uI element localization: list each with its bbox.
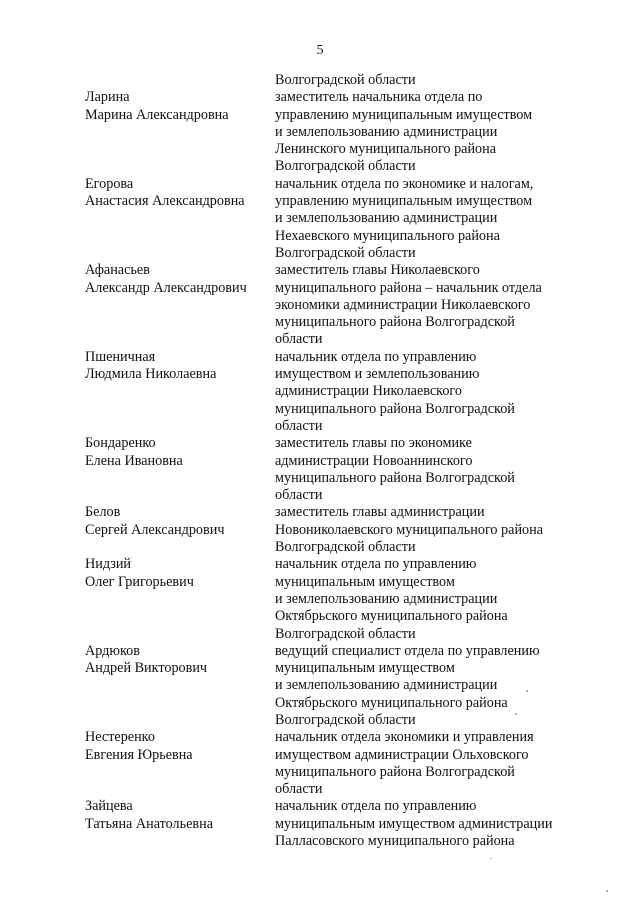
- position-line: области: [275, 781, 323, 798]
- member-surname: Бондаренко: [85, 435, 156, 452]
- entries-container: [85, 89, 585, 850]
- position-line: имуществом администрации Ольховского: [275, 746, 529, 763]
- position-line: Волгоградской области: [275, 244, 416, 261]
- position-line: Новониколаевского муниципального района: [275, 521, 544, 538]
- position-line: Волгоградской области: [275, 539, 416, 556]
- position-line: заместитель начальника отдела по: [275, 89, 483, 106]
- scan-speck: [490, 858, 492, 859]
- position-line: и землепользованию администрации: [275, 677, 498, 694]
- member-name: [85, 504, 275, 539]
- position-line: Волгоградской области: [275, 625, 416, 642]
- member-entry: [85, 176, 585, 262]
- carry-over-role-line: Волгоградской области: [275, 72, 416, 88]
- scan-speck: [606, 890, 608, 892]
- position-line: муниципального района Волгоградской: [275, 314, 515, 331]
- position-line: муниципального района Волгоградской: [275, 469, 515, 486]
- member-surname: Нидзий: [85, 556, 132, 573]
- member-name: [85, 349, 275, 384]
- member-given-names: Евгения Юрьевна: [85, 746, 193, 763]
- position-line: Октябрьского муниципального района: [275, 608, 508, 625]
- member-position: [275, 729, 585, 798]
- position-line: начальник отдела по управлению: [275, 556, 477, 573]
- member-given-names: Анастасия Александровна: [85, 193, 245, 210]
- member-given-names: Елена Ивановна: [85, 452, 183, 469]
- position-line: Волгоградской области: [275, 158, 416, 175]
- member-name: [85, 798, 275, 833]
- member-surname: Егорова: [85, 175, 134, 192]
- member-given-names: Олег Григорьевич: [85, 573, 194, 590]
- member-given-names: Татьяна Анатольевна: [85, 815, 213, 832]
- position-line: заместитель главы администрации: [275, 504, 485, 521]
- position-line: экономики администрации Николаевского: [275, 296, 531, 313]
- position-line: муниципальным имуществом: [275, 660, 455, 677]
- position-line: муниципальным имуществом: [275, 573, 455, 590]
- position-line: Нехаевского муниципального района: [275, 227, 500, 244]
- member-entry: [85, 729, 585, 798]
- position-line: Волгоградской области: [275, 711, 416, 728]
- member-position: [275, 435, 585, 504]
- position-line: управлению муниципальным имуществом: [275, 106, 533, 123]
- member-position: [275, 504, 585, 556]
- member-surname: Афанасьев: [85, 262, 150, 279]
- position-line: муниципального района Волгоградской: [275, 763, 515, 780]
- position-line: заместитель главы Николаевского: [275, 262, 480, 279]
- member-entry: [85, 262, 585, 348]
- position-line: администрации Новоаннинского: [275, 452, 473, 469]
- position-line: начальник отдела по управлению: [275, 348, 477, 365]
- member-position: [275, 798, 585, 850]
- position-line: муниципального района Волгоградской: [275, 400, 515, 417]
- position-line: заместитель главы по экономике: [275, 435, 472, 452]
- carry-over-role: [275, 72, 585, 89]
- member-surname: Нестеренко: [85, 729, 155, 746]
- member-name: [85, 643, 275, 678]
- member-name: [85, 262, 275, 297]
- member-name: [85, 176, 275, 211]
- position-line: имуществом и землепользованию: [275, 366, 480, 383]
- position-line: администрации Николаевского: [275, 383, 462, 400]
- member-surname: Ардюков: [85, 642, 140, 659]
- position-line: области: [275, 417, 323, 434]
- position-line: Ленинского муниципального района: [275, 141, 497, 158]
- member-entry: [85, 89, 585, 175]
- position-line: и землепользованию администрации: [275, 210, 498, 227]
- position-line: муниципального района – начальник отдела: [275, 279, 542, 296]
- member-entry: [85, 504, 585, 556]
- member-list: [85, 72, 585, 850]
- page-number: 5: [316, 43, 324, 58]
- member-given-names: Андрей Викторович: [85, 660, 208, 677]
- member-position: [275, 643, 585, 729]
- carry-over-row: [85, 72, 585, 89]
- member-position: [275, 89, 585, 175]
- position-line: ведущий специалист отдела по управлению: [275, 642, 540, 659]
- member-surname: Белов: [85, 504, 121, 521]
- member-position: [275, 176, 585, 262]
- position-line: муниципальным имуществом администрации: [275, 815, 553, 832]
- position-line: начальник отдела по экономике и налогам,: [275, 175, 534, 192]
- position-line: Октябрьского муниципального района: [275, 694, 508, 711]
- member-name: [85, 556, 275, 591]
- member-given-names: Людмила Николаевна: [85, 366, 217, 383]
- member-entry: [85, 435, 585, 504]
- scan-speck: [526, 690, 528, 692]
- position-line: области: [275, 487, 323, 504]
- member-given-names: Марина Александровна: [85, 106, 229, 123]
- member-entry: [85, 798, 585, 850]
- member-given-names: Александр Александрович: [85, 279, 247, 296]
- member-name: [85, 435, 275, 470]
- position-line: начальник отдела по управлению: [275, 798, 477, 815]
- scan-speck: [515, 713, 517, 715]
- member-entry: [85, 556, 585, 642]
- position-line: и землепользованию администрации: [275, 123, 498, 140]
- member-entry: [85, 643, 585, 729]
- position-line: Палласовского муниципального района: [275, 833, 515, 850]
- member-position: [275, 556, 585, 642]
- member-entry: [85, 349, 585, 435]
- member-given-names: Сергей Александрович: [85, 521, 225, 538]
- member-name: [85, 89, 275, 124]
- member-surname: Ларина: [85, 89, 130, 106]
- position-line: управлению муниципальным имуществом: [275, 193, 533, 210]
- member-surname: Зайцева: [85, 798, 133, 815]
- member-name: [85, 729, 275, 764]
- member-position: [275, 262, 585, 348]
- position-line: и землепользованию администрации: [275, 590, 498, 607]
- position-line: области: [275, 331, 323, 348]
- position-line: начальник отдела экономики и управления: [275, 729, 534, 746]
- member-surname: Пшеничная: [85, 348, 156, 365]
- member-position: [275, 349, 585, 435]
